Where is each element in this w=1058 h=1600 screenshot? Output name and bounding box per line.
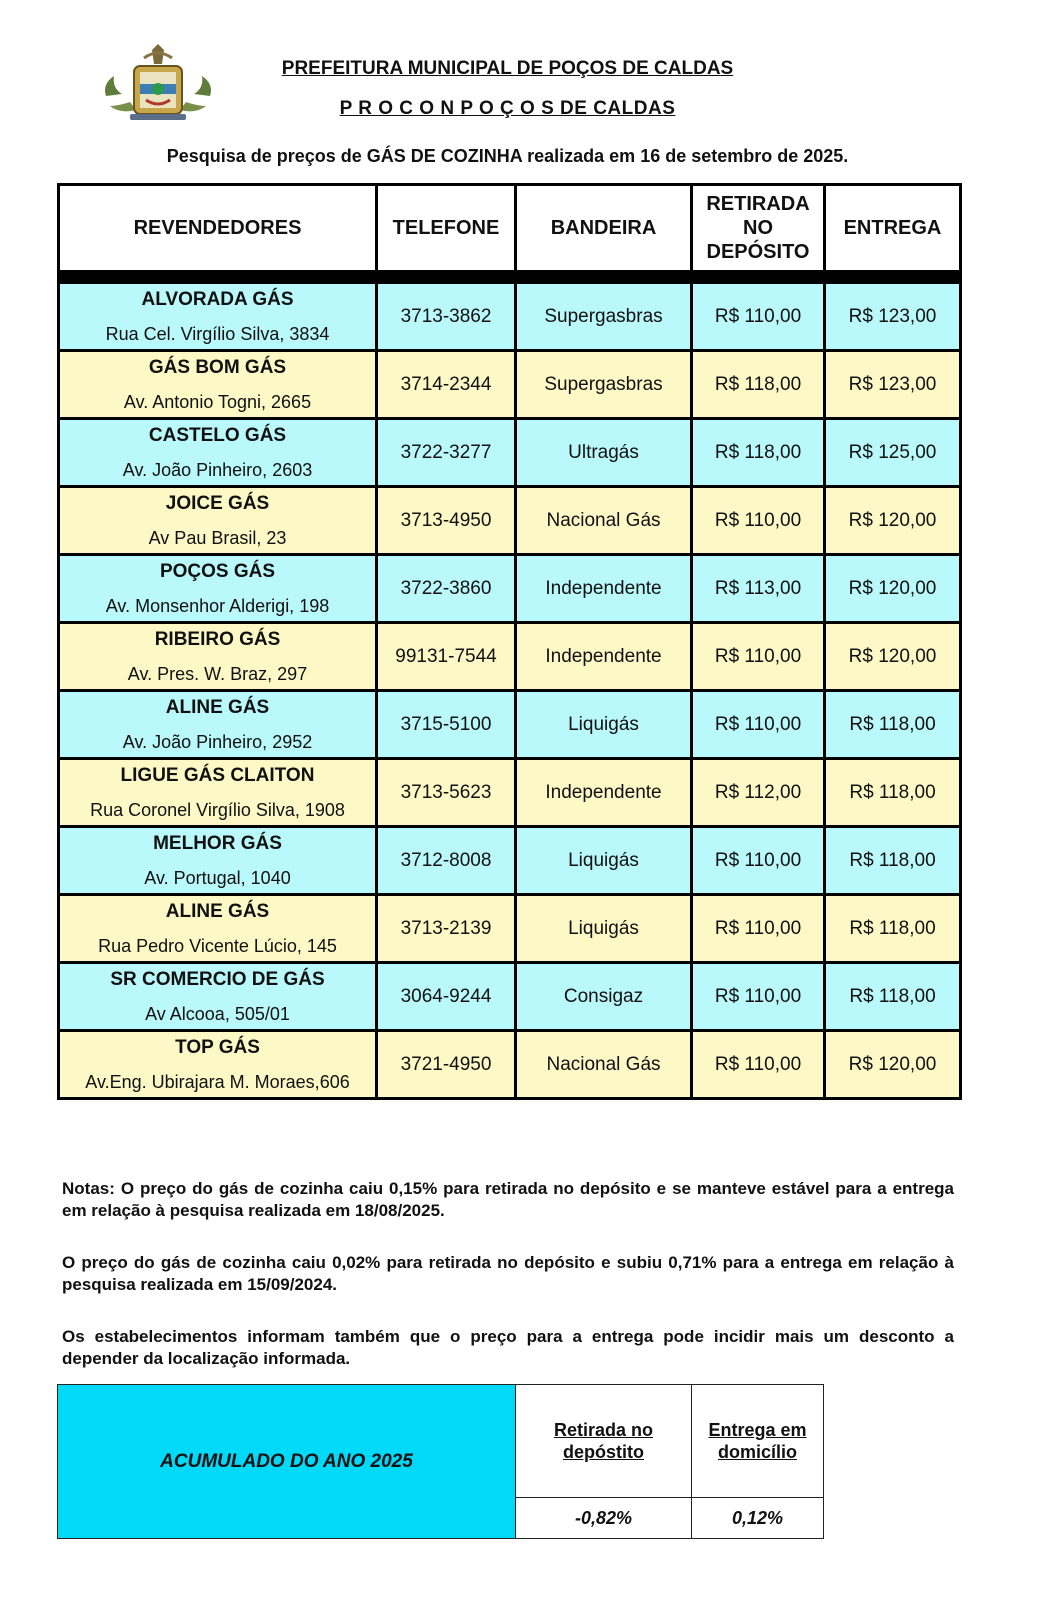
- revendedor-name: POÇOS GÁS: [159, 560, 276, 582]
- phone-cell: 3713-4950: [377, 487, 516, 555]
- pickup-price-cell: R$ 118,00: [692, 351, 825, 419]
- revendedor-cell: [59, 895, 377, 963]
- delivery-price-cell: R$ 125,00: [825, 419, 961, 487]
- header-retirada-line3: DEPÓSITO: [706, 241, 810, 263]
- revendedor-name: TOP GÁS: [175, 1036, 260, 1058]
- revendedor-address: Av Pau Brasil, 23: [148, 527, 287, 548]
- accumulated-delivery-value: 0,12%: [692, 1498, 824, 1539]
- revendedor-name: SR COMERCIO DE GÁS: [110, 968, 325, 990]
- phone-cell: 3712-8008: [377, 827, 516, 895]
- phone-cell: 99131-7544: [377, 623, 516, 691]
- revendedor-name: MELHOR GÁS: [153, 832, 282, 854]
- flag-cell: Ultragás: [516, 419, 692, 487]
- header-subtitle: P R O C O N P O Ç O S DE CALDAS: [339, 98, 676, 119]
- phone-cell: 3715-5100: [377, 691, 516, 759]
- pickup-price-cell: R$ 110,00: [692, 623, 825, 691]
- delivery-price-cell: R$ 118,00: [825, 827, 961, 895]
- revendedor-address: Av. Pres. W. Braz, 297: [127, 663, 308, 684]
- delivery-price-cell: R$ 118,00: [825, 691, 961, 759]
- accumulated-delivery-header: Entrega em domicílio: [692, 1385, 824, 1498]
- revendedor-cell: [59, 623, 377, 691]
- phone-cell: 3722-3860: [377, 555, 516, 623]
- header-entrega: ENTREGA: [825, 185, 961, 278]
- delivery-price-cell: R$ 118,00: [825, 963, 961, 1031]
- table-row: [59, 827, 961, 895]
- note-3: Os estabelecimentos informam também que o preço para a entrega pode incidir mais um desconto a depender da localização informada.: [62, 1327, 954, 1368]
- pickup-price-cell: R$ 113,00: [692, 555, 825, 623]
- phone-cell: 3722-3277: [377, 419, 516, 487]
- revendedor-cell: [59, 691, 377, 759]
- revendedor-address: Av. Monsenhor Alderigi, 198: [105, 595, 330, 616]
- header-bandeira: BANDEIRA: [516, 185, 692, 278]
- phone-cell: 3713-2139: [377, 895, 516, 963]
- pickup-price-cell: R$ 110,00: [692, 691, 825, 759]
- revendedor-address: Av. Portugal, 1040: [144, 867, 291, 888]
- phone-cell: 3064-9244: [377, 963, 516, 1031]
- table-row: [59, 759, 961, 827]
- delivery-price-cell: R$ 118,00: [825, 895, 961, 963]
- accumulated-label: ACUMULADO DO ANO 2025: [58, 1385, 516, 1539]
- revendedor-cell: [59, 277, 377, 351]
- revendedor-cell: [59, 555, 377, 623]
- accumulated-pickup-value: -0,82%: [516, 1498, 692, 1539]
- table-row: [59, 963, 961, 1031]
- accumulated-pickup-header: Retirada no depóstito: [516, 1385, 692, 1498]
- pickup-price-cell: R$ 110,00: [692, 487, 825, 555]
- revendedor-address: Av. João Pinheiro, 2952: [122, 731, 313, 752]
- table-header-row: [59, 185, 961, 278]
- table-row: [59, 277, 961, 351]
- header-revendedores: REVENDEDORES: [59, 185, 377, 278]
- pickup-price-cell: R$ 110,00: [692, 827, 825, 895]
- table-row: [59, 691, 961, 759]
- revendedor-name: ALINE GÁS: [165, 900, 270, 922]
- table-row: [59, 419, 961, 487]
- revendedor-cell: [59, 827, 377, 895]
- revendedor-address: Av. João Pinheiro, 2603: [122, 459, 313, 480]
- price-table: [57, 183, 962, 1100]
- flag-cell: Independente: [516, 623, 692, 691]
- phone-cell: 3721-4950: [377, 1031, 516, 1099]
- pickup-price-cell: R$ 110,00: [692, 277, 825, 351]
- phone-cell: 3714-2344: [377, 351, 516, 419]
- revendedor-name: JOICE GÁS: [165, 492, 270, 514]
- delivery-price-cell: R$ 120,00: [825, 487, 961, 555]
- flag-cell: Liquigás: [516, 691, 692, 759]
- flag-cell: Nacional Gás: [516, 487, 692, 555]
- table-row: [59, 555, 961, 623]
- delivery-price-cell: R$ 120,00: [825, 623, 961, 691]
- table-row: [59, 1031, 961, 1099]
- delivery-price-cell: R$ 120,00: [825, 1031, 961, 1099]
- header-title: PREFEITURA MUNICIPAL DE POÇOS DE CALDAS: [281, 58, 734, 79]
- pickup-price-cell: R$ 110,00: [692, 1031, 825, 1099]
- table-row: [59, 895, 961, 963]
- revendedor-name: LIGUE GÁS CLAITON: [120, 764, 315, 786]
- header-retirada-line1: RETIRADA: [706, 193, 810, 215]
- delivery-price-cell: R$ 123,00: [825, 277, 961, 351]
- delivery-price-cell: R$ 118,00: [825, 759, 961, 827]
- revendedor-address: Rua Cel. Virgílio Silva, 3834: [105, 323, 330, 344]
- header-telefone: TELEFONE: [377, 185, 516, 278]
- pickup-price-cell: R$ 118,00: [692, 419, 825, 487]
- revendedor-name: GÁS BOM GÁS: [148, 356, 287, 378]
- revendedor-name: ALVORADA GÁS: [141, 288, 294, 310]
- flag-cell: Consigaz: [516, 963, 692, 1031]
- table-row: [59, 487, 961, 555]
- revendedor-address: Rua Pedro Vicente Lúcio, 145: [98, 935, 337, 956]
- pickup-price-cell: R$ 112,00: [692, 759, 825, 827]
- revendedor-address: Av Alcooa, 505/01: [145, 1003, 290, 1024]
- revendedor-cell: [59, 759, 377, 827]
- phone-cell: 3713-5623: [377, 759, 516, 827]
- revendedor-cell: [59, 963, 377, 1031]
- revendedor-address: Av. Antonio Togni, 2665: [123, 391, 312, 412]
- flag-cell: Supergasbras: [516, 351, 692, 419]
- revendedor-cell: [59, 419, 377, 487]
- flag-cell: Nacional Gás: [516, 1031, 692, 1099]
- note-1: Notas: O preço do gás de cozinha caiu 0,15% para retirada no depósito e se manteve estável para a entrega em relação à pesquisa realizada em 18/08/2025.: [62, 1179, 954, 1220]
- revendedor-address: Rua Coronel Virgílio Silva, 1908: [90, 799, 345, 820]
- flag-cell: Liquigás: [516, 827, 692, 895]
- revendedor-name: ALINE GÁS: [165, 696, 270, 718]
- revendedor-name: CASTELO GÁS: [148, 424, 287, 446]
- table-row: [59, 623, 961, 691]
- delivery-price-cell: R$ 123,00: [825, 351, 961, 419]
- header-retirada: [692, 185, 825, 278]
- phone-cell: 3713-3862: [377, 277, 516, 351]
- table-row: [59, 351, 961, 419]
- revendedor-cell: [59, 487, 377, 555]
- flag-cell: Independente: [516, 555, 692, 623]
- revendedor-address: Av.Eng. Ubirajara M. Moraes,606: [85, 1071, 350, 1092]
- flag-cell: Independente: [516, 759, 692, 827]
- revendedor-name: RIBEIRO GÁS: [154, 628, 281, 650]
- flag-cell: Supergasbras: [516, 277, 692, 351]
- note-2: O preço do gás de cozinha caiu 0,02% para retirada no depósito e subiu 0,71% para a entrega em relação à pesquisa realizada em 15/09/2024.: [62, 1253, 954, 1294]
- delivery-price-cell: R$ 120,00: [825, 555, 961, 623]
- header-retirada-line2: NO: [743, 217, 773, 239]
- accumulated-table: [57, 1384, 824, 1539]
- survey-description: Pesquisa de preços de GÁS DE COZINHA realizada em 16 de setembro de 2025.: [166, 146, 849, 166]
- flag-cell: Liquigás: [516, 895, 692, 963]
- pickup-price-cell: R$ 110,00: [692, 963, 825, 1031]
- revendedor-cell: [59, 351, 377, 419]
- pickup-price-cell: R$ 110,00: [692, 895, 825, 963]
- revendedor-cell: [59, 1031, 377, 1099]
